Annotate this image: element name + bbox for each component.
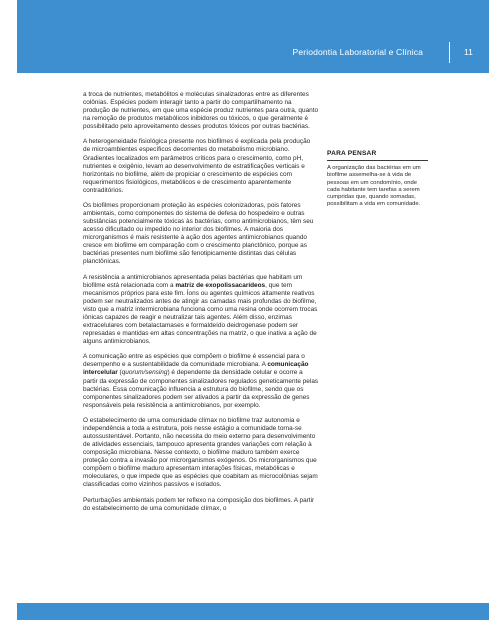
paragraph (83, 353, 319, 410)
footer-band (17, 603, 489, 620)
running-header-title: Periodontia Laboratorial e Clínica (292, 47, 423, 57)
header-band (17, 0, 489, 73)
sidebar-text: A organização das bactérias em um biofilme assemelha-se à vida de pessoas em um condomínio, onde cada habitante tem tarefas a serem cumpridas que, quando somadas, possibilitam a vida em comunidade. (327, 165, 421, 208)
paragraph: a troca de nutrientes, metabólitos e moléculas sinalizadoras entre as diferentes colônias. Espécies podem interagir tanto a partir do compartilhamento na produção de nutrientes, em que uma espécie produz nutrientes para outra, quanto na remoção de produtos metabólicos inibidores ou tóxicos, o que geralmente é possibilitado pelo aproveitamento desses produtos tóxicos por outras bactérias. (83, 91, 319, 131)
paragraph: O estabelecimento de uma comunidade clímax no biofilme traz autonomia e independência a toda a estrutura, pois nesse estágio a comunidade torna-se autossustentável. Portanto, não necessita do meio externo para desenvolvimento de atividades essenciais, tampouco apresenta grandes variações com relação à composição microbiana. Nesse contexto, o biofilme maduro também exerce proteção contra a invasão por microrganismos exógenos. Os microrganismos que compõem o biofilme maduro apresentam interações físicas, metabólicas e moleculares, o que impede que as espécies que coabitam as microcolônias sejam classificadas como vizinhos passivos e isolados. (83, 416, 318, 489)
sidebar-heading: PARA PENSAR (327, 150, 428, 161)
paragraph-text: ( (117, 369, 122, 377)
main-text-column (83, 91, 319, 520)
paragraph (83, 274, 319, 347)
page-number: 11 (464, 47, 473, 57)
key-term-matriz: matriz de exopolissacarídeos (175, 281, 266, 289)
term-quorum-sensing: quorum/sensing (121, 369, 168, 377)
paragraph-text: A comunicação entre as espécies que compõem o biofilme é essencial para o desempenho e a sustentabilidade da comunidade microbiana. A (83, 353, 305, 369)
paragraph: Os biofilmes proporcionam proteção às espécies colonizadoras, pois fatores ambientais, como componentes do sistema de defesa do hospedeiro e outras substâncias potencialmente tóxicas às bactérias, como antimicrobianos, têm seu acesso dificultado ou impedido no interior dos biofilmes. A maioria dos microrganismos é mais resistente à ação dos agentes antimicrobianos quando cresce em biofilme em comparação com o crescimento planctônico, porque as bactérias presentes num biofilme são fenotipicamente distintas das células planctônicas. (83, 201, 314, 266)
paragraph: A heterogeneidade fisiológica presente nos biofilmes é explicada pela produção de microambientes específicos decorrentes do metabolismo microbiano. Gradientes localizados em parâmetros críticos para o crescimento, como pH, nutrientes e oxigênio, levam ao desenvolvimento de estratificações verticais e horizontais no biofilme, além de propiciar o crescimento de espécies com requerimentos fisiológicos, metabólicos e de crescimento aparentemente contraditórios. (83, 138, 311, 194)
paragraph-text: A resistência a antimicrobianos apresentada pelas bactérias que habitam um biofilme está relacionada com a (83, 273, 303, 289)
paragraph: Perturbações ambientais podem ter reflexo na composição dos biofilmes. A partir do estabelecimento de uma comunidade clímax, o (83, 496, 315, 512)
header-divider (449, 42, 450, 63)
key-term-comunicacao: comunicação intercelular (83, 361, 309, 377)
paragraph-text: ) é dependente da densidade celular e ocorre a partir da expressão de componentes sinalizadores regulados geneticamente pelas bactérias. Essa comunicação influencia a estrutura do biofilme, sendo que os componentes sinalizadores podem ser ativados a partir da expressão de genes responsáveis pela resistência a antimicrobianos, por exemplo. (83, 369, 319, 409)
para-pensar-sidebar (327, 150, 428, 209)
paragraph-text: , que tem mecanismos próprios para este fim. Íons ou agentes químicos altamente reativos podem ser neutralizados antes de atingir as camadas mais profundas do biofilme, visto que a matriz intermicrobiana funciona como uma resina onde ocorrem trocas iônicas capazes de reagir e neutralizar tais agentes. Além disso, enzimas extracelulares com betalactamases e formaldeído deidrogenase podem ser represadas e mantidas em altas concentrações na matriz, o que inativa a ação de alguns antimicrobianos. (83, 281, 318, 346)
